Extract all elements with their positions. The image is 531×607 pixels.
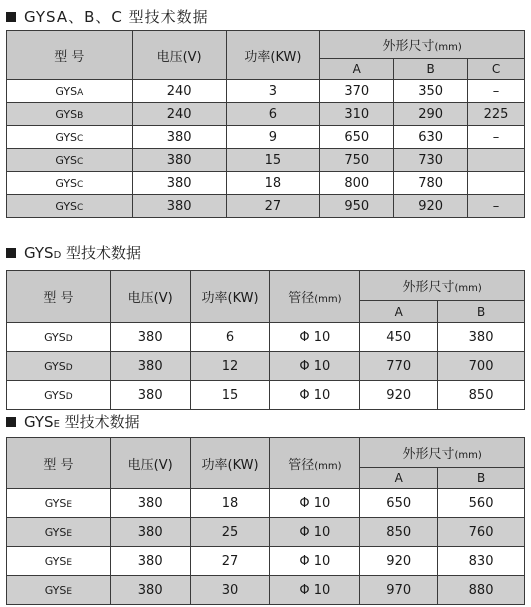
cell-a: 310 <box>320 103 394 126</box>
cell-c <box>468 172 525 195</box>
cell-a: 750 <box>320 149 394 172</box>
cell-pipe: Φ 10 <box>270 352 360 381</box>
cell-a: 650 <box>320 126 394 149</box>
spec-table-d <box>6 270 525 410</box>
section-title-text: GYSE 型技术数据 <box>24 413 140 431</box>
table-row <box>7 576 525 605</box>
header-model: 型 号 <box>7 31 133 80</box>
cell-model: GYSC <box>7 195 133 218</box>
cell-a: 450 <box>360 323 438 352</box>
cell-voltage: 380 <box>110 323 190 352</box>
bullet-square-icon <box>6 12 16 22</box>
cell-voltage: 240 <box>132 103 226 126</box>
header-model: 型 号 <box>7 438 111 489</box>
cell-a: 800 <box>320 172 394 195</box>
cell-pipe: Φ 10 <box>270 489 360 518</box>
header-a: A <box>360 468 438 489</box>
cell-model: GYSA <box>7 80 133 103</box>
cell-c: – <box>468 126 525 149</box>
cell-b: 920 <box>394 195 468 218</box>
cell-pipe: Φ 10 <box>270 323 360 352</box>
cell-c: 225 <box>468 103 525 126</box>
cell-b: 850 <box>438 381 525 410</box>
header-b: B <box>394 59 468 80</box>
cell-pipe: Φ 10 <box>270 547 360 576</box>
cell-voltage: 380 <box>110 489 190 518</box>
cell-power: 12 <box>190 352 270 381</box>
table-row <box>7 195 525 218</box>
header-pipe <box>270 271 360 323</box>
header-voltage: 电压(V) <box>110 438 190 489</box>
cell-voltage: 380 <box>132 195 226 218</box>
cell-c: – <box>468 195 525 218</box>
cell-voltage: 380 <box>110 518 190 547</box>
section-title-d <box>6 242 141 263</box>
cell-voltage: 380 <box>110 381 190 410</box>
header-b: B <box>438 301 525 323</box>
cell-power: 3 <box>226 80 320 103</box>
header-voltage: 电压(V) <box>132 31 226 80</box>
table-row <box>7 547 525 576</box>
cell-b: 560 <box>438 489 525 518</box>
table-row <box>7 149 525 172</box>
cell-model: GYSE <box>7 576 111 605</box>
header-dimensions <box>360 438 525 468</box>
cell-power: 27 <box>226 195 320 218</box>
header-power: 功率(KW) <box>190 438 270 489</box>
cell-voltage: 380 <box>132 149 226 172</box>
section-title-e <box>6 411 140 432</box>
cell-pipe: Φ 10 <box>270 518 360 547</box>
header-b: B <box>438 468 525 489</box>
cell-b: 760 <box>438 518 525 547</box>
cell-model: GYSB <box>7 103 133 126</box>
header-pipe-label: 管径 <box>288 291 315 306</box>
cell-voltage: 380 <box>110 576 190 605</box>
table-row <box>7 489 525 518</box>
table-row <box>7 323 525 352</box>
cell-model: GYSC <box>7 172 133 195</box>
cell-power: 30 <box>190 576 270 605</box>
cell-model: GYSC <box>7 126 133 149</box>
bullet-square-icon <box>6 248 16 258</box>
cell-c: – <box>468 80 525 103</box>
cell-b: 730 <box>394 149 468 172</box>
table-row <box>7 80 525 103</box>
cell-b: 290 <box>394 103 468 126</box>
header-a: A <box>360 301 438 323</box>
header-dimensions-unit: (mm) <box>454 283 482 294</box>
cell-b: 780 <box>394 172 468 195</box>
header-dimensions-unit: (mm) <box>434 42 462 53</box>
header-dimensions-unit: (mm) <box>454 450 482 461</box>
cell-power: 6 <box>190 323 270 352</box>
header-dimensions <box>360 271 525 301</box>
cell-model: GYSD <box>7 323 111 352</box>
spec-table-e <box>6 437 525 605</box>
cell-voltage: 240 <box>132 80 226 103</box>
header-pipe <box>270 438 360 489</box>
header-a: A <box>320 59 394 80</box>
cell-voltage: 380 <box>132 126 226 149</box>
cell-c <box>468 149 525 172</box>
header-pipe-unit: (mm) <box>314 294 342 305</box>
header-model: 型 号 <box>7 271 111 323</box>
header-power: 功率(KW) <box>226 31 320 80</box>
cell-b: 880 <box>438 576 525 605</box>
cell-power: 27 <box>190 547 270 576</box>
cell-b: 700 <box>438 352 525 381</box>
table-row <box>7 126 525 149</box>
cell-model: GYSC <box>7 149 133 172</box>
header-dimensions <box>320 31 525 59</box>
table-row <box>7 518 525 547</box>
cell-power: 18 <box>190 489 270 518</box>
cell-model: GYSD <box>7 381 111 410</box>
cell-power: 18 <box>226 172 320 195</box>
cell-a: 370 <box>320 80 394 103</box>
cell-b: 350 <box>394 80 468 103</box>
cell-voltage: 380 <box>110 352 190 381</box>
bullet-square-icon <box>6 417 16 427</box>
cell-a: 970 <box>360 576 438 605</box>
cell-model: GYSE <box>7 547 111 576</box>
cell-b: 630 <box>394 126 468 149</box>
cell-a: 650 <box>360 489 438 518</box>
table-row <box>7 172 525 195</box>
table-row <box>7 381 525 410</box>
cell-power: 6 <box>226 103 320 126</box>
cell-power: 9 <box>226 126 320 149</box>
header-pipe-label: 管径 <box>288 457 315 473</box>
cell-model: GYSE <box>7 518 111 547</box>
cell-a: 920 <box>360 381 438 410</box>
cell-model: GYSE <box>7 489 111 518</box>
cell-b: 380 <box>438 323 525 352</box>
section-title-text: GYSD 型技术数据 <box>24 244 142 262</box>
section-title-text: GYSA、B、C 型技术数据 <box>24 8 209 26</box>
cell-model: GYSD <box>7 352 111 381</box>
cell-voltage: 380 <box>110 547 190 576</box>
cell-voltage: 380 <box>132 172 226 195</box>
cell-power: 15 <box>190 381 270 410</box>
header-power: 功率(KW) <box>190 271 270 323</box>
cell-a: 850 <box>360 518 438 547</box>
header-dimensions-label: 外形尺寸 <box>402 447 455 462</box>
cell-power: 15 <box>226 149 320 172</box>
cell-a: 920 <box>360 547 438 576</box>
section-title-abc <box>6 6 209 27</box>
header-dimensions-label: 外形尺寸 <box>402 280 455 295</box>
cell-a: 770 <box>360 352 438 381</box>
header-pipe-unit: (mm) <box>314 460 342 472</box>
cell-pipe: Φ 10 <box>270 576 360 605</box>
table-row <box>7 352 525 381</box>
cell-b: 830 <box>438 547 525 576</box>
header-c: C <box>468 59 525 80</box>
cell-power: 25 <box>190 518 270 547</box>
cell-a: 950 <box>320 195 394 218</box>
cell-pipe: Φ 10 <box>270 381 360 410</box>
spec-table-abc <box>6 30 525 218</box>
header-dimensions-label: 外形尺寸 <box>382 39 435 54</box>
header-voltage: 电压(V) <box>110 271 190 323</box>
table-row <box>7 103 525 126</box>
